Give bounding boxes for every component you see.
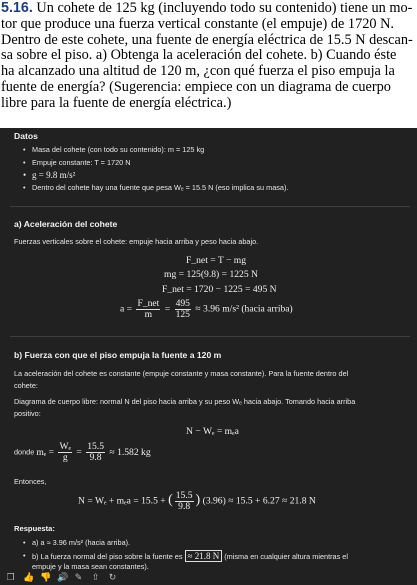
- datos-item: • Masa del cohete (con todo su contenido): m = 125 kg: [32, 145, 204, 155]
- thumbs-up-icon[interactable]: 👍: [23, 572, 35, 582]
- divider: [10, 206, 410, 207]
- answer-box: ≈ 21.8 N: [185, 550, 223, 562]
- respuesta-item-b-cont: empuje y la masa sean constantes).: [32, 562, 149, 571]
- copy-icon[interactable]: ❐: [6, 572, 15, 582]
- equation-normal: N = Wₑ + mₑa = 15.5 + ( $\frac{15.5}{9.8}$ ) (3.96) ≈ 15.5 + 6.27 ≈ 21.8 N: [78, 490, 316, 512]
- part-b-paragraph: Diagrama de cuerpo libre: normal N del piso hacia arriba y su peso Wₑ hacia abajo. Tomando hacia arriba: [14, 397, 356, 406]
- speaker-icon[interactable]: 🔊: [57, 572, 69, 582]
- message-toolbar: [6, 573, 117, 582]
- part-b-paragraph: La aceleración del cohete es constante (empuje constante y masa constante). Para la fuente dentro del: [14, 369, 349, 378]
- equation: mg = 125(9.8) = 1225 N: [164, 269, 258, 280]
- equation-acceleration: a = $\frac{\text{F\_net}}{m}$ = $\frac{495}{125}$ ≈ 3.96 m/s² (hacia arriba): [120, 298, 293, 320]
- divider: [10, 336, 410, 337]
- assistant-response: [0, 128, 417, 585]
- equation: F_net = T − mg: [186, 255, 247, 266]
- entonces-label: Entonces,: [14, 477, 47, 486]
- respuesta-heading: Respuesta:: [14, 524, 55, 533]
- thumbs-down-icon[interactable]: 👎: [40, 572, 52, 582]
- equation-mass: donde mₑ = $\frac{\text{Wₑ}}{g}$ = $\frac{15.5}{9.8}$ ≈ 1.582 kg: [14, 441, 151, 463]
- share-icon[interactable]: ⇧: [91, 572, 100, 582]
- problem-line: tor que produce una fuerza vertical constante (el empuje) de 1720 N.: [1, 15, 394, 32]
- problem-line: libre para la fuente de energía eléctrica.): [1, 94, 232, 111]
- part-b-paragraph: cohete:: [14, 381, 38, 390]
- edit-icon[interactable]: ✎: [74, 572, 83, 582]
- problem-number: 5.16.: [1, 0, 33, 16]
- respuesta-item-a: • a) a ≈ 3.96 m/s² (hacia arriba).: [32, 538, 130, 548]
- part-b-heading: b) Fuerza con que el piso empuja la fuente a 120 m: [14, 350, 222, 360]
- problem-line: Un cohete de 125 kg (incluyendo todo su contenido) tiene un mo-: [36, 0, 413, 16]
- problem-statement: [0, 0, 417, 128]
- part-b-paragraph: positivo:: [14, 409, 41, 418]
- respuesta-item-b: • b) La fuerza normal del piso sobre la fuente es ≈ 21.8 N (misma en cualquier altura mientras el: [32, 551, 348, 562]
- regenerate-icon[interactable]: ↻: [108, 572, 117, 582]
- problem-line: fuente de energía? (Sugerencia: empiece con un diagrama de cuerpo: [1, 78, 391, 95]
- problem-line: Dentro de este cohete, una fuente de energía eléctrica de 15.5 N descan-: [1, 31, 413, 48]
- part-a-intro: Fuerzas verticales sobre el cohete: empuje hacia arriba y peso hacia abajo.: [14, 237, 259, 246]
- equation: F_net = 1720 − 1225 = 495 N: [162, 284, 277, 295]
- problem-line: ha alcanzado una altitud de 120 m, ¿con qué fuerza el piso empuja la: [1, 63, 395, 80]
- datos-item: • Dentro del cohete hay una fuente que pesa Wₑ = 15.5 N (eso implica su masa).: [32, 183, 288, 193]
- datos-item: • Empuje constante: T = 1720 N: [32, 158, 131, 168]
- datos-item: • g = 9.8 m/s²: [32, 170, 75, 180]
- datos-heading: Datos: [14, 131, 38, 141]
- equation: N − Wₑ = mₑa: [186, 426, 239, 437]
- part-a-heading: a) Aceleración del cohete: [14, 219, 118, 229]
- problem-line: sa sobre el piso. a) Obtenga la aceleración del cohete. b) Cuando éste: [1, 47, 397, 64]
